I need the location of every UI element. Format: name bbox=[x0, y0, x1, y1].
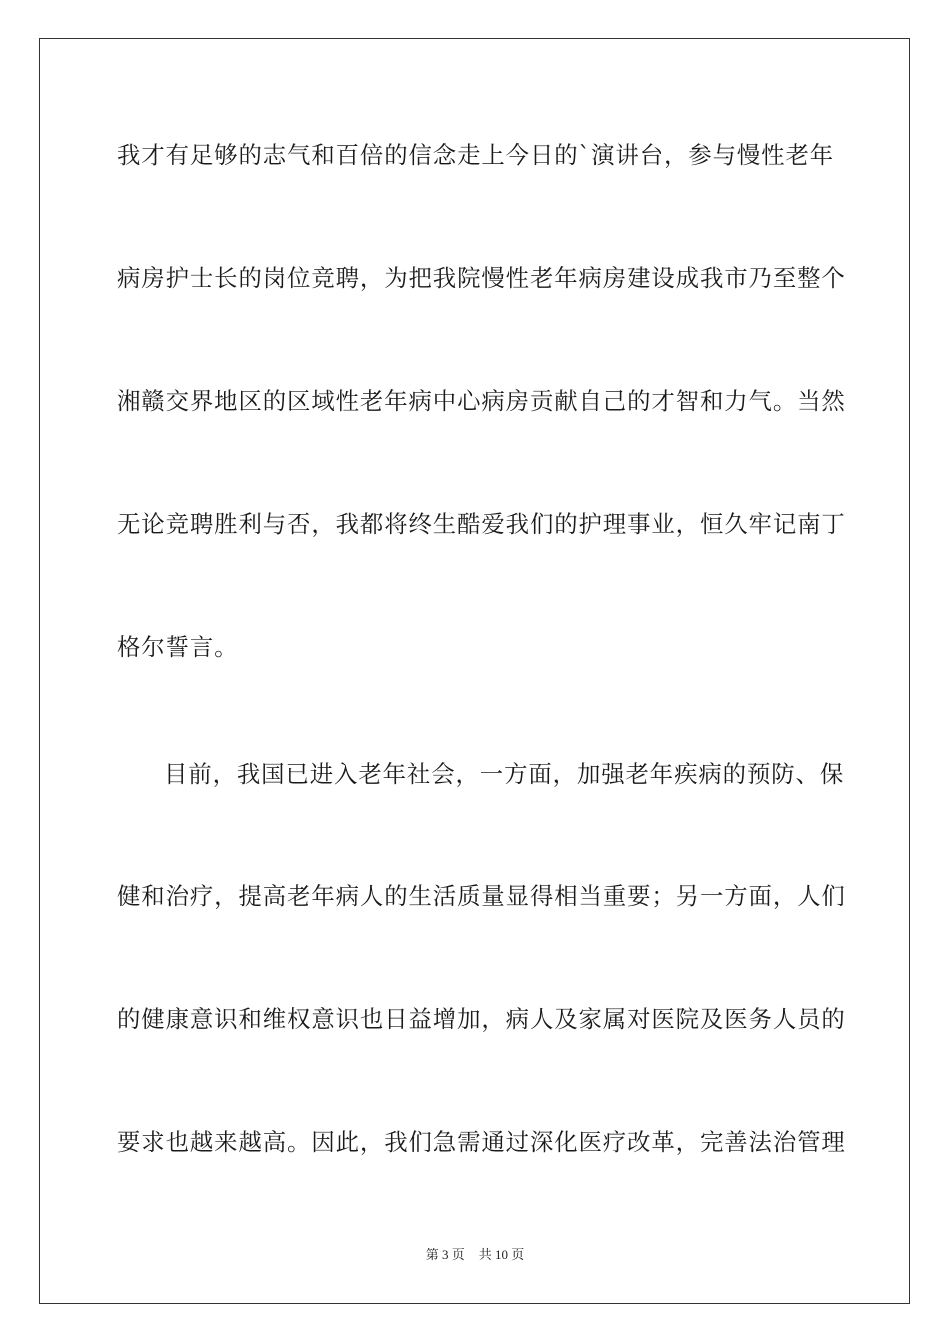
text-line: 无论竞聘胜利与否，我都将终生酷爱我们的护理事业，恒久牢记南丁 bbox=[117, 510, 846, 538]
text-line: 健和治疗，提高老年病人的生活质量显得相当重要；另一方面，人们 bbox=[117, 882, 846, 910]
text-line: 要求也越来越高。因此，我们急需通过深化医疗改革，完善法治管理 bbox=[117, 1128, 846, 1156]
page-total: 共 10 页 bbox=[478, 1247, 525, 1262]
page-number: 第 3 页 bbox=[425, 1247, 465, 1262]
text-line: 格尔誓言。 bbox=[117, 633, 239, 661]
paragraph-first-line: 目前，我国已进入老年社会，一方面，加强老年疾病的预防、保 bbox=[164, 760, 845, 788]
page-border bbox=[39, 38, 910, 1304]
text-line: 我才有足够的志气和百倍的信念走上今日的`演讲台，参与慢性老年 bbox=[117, 141, 835, 169]
text-line: 病房护士长的岗位竞聘，为把我院慢性老年病房建设成我市乃至整个 bbox=[117, 264, 846, 292]
text-line: 的健康意识和维权意识也日益增加，病人及家属对医院及医务人员的 bbox=[117, 1005, 846, 1033]
page-footer bbox=[0, 1246, 950, 1264]
text-line: 湘赣交界地区的区域性老年病中心病房贡献自己的才智和力气。当然 bbox=[117, 387, 846, 415]
